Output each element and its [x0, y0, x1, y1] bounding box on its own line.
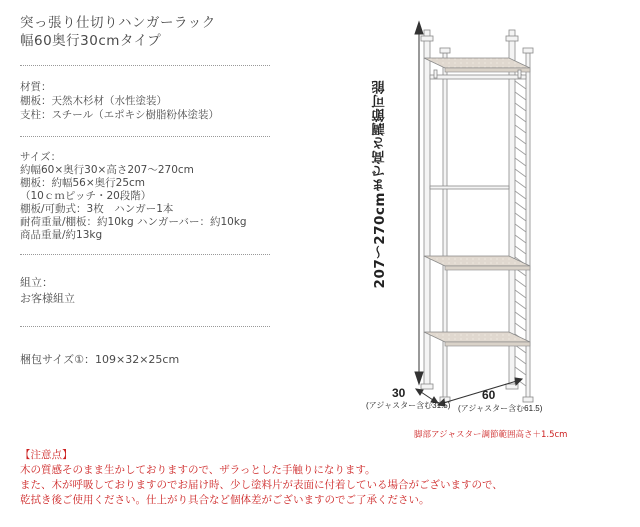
ladder-rung [515, 323, 526, 331]
ladder-rung [515, 125, 526, 133]
notes-line: また、木が呼吸しておりますのでお届け時、少し塗料片が表面に付着している場合がございますので、 [20, 479, 503, 491]
ladder-rung [515, 81, 526, 89]
notes-line: 木の質感そのまま生かしておりますので、ザラっとした手触りになります。 [20, 464, 376, 476]
height-arrow [415, 22, 423, 384]
adjuster-note: 脚部アジャスター調節範囲高さ＋1.5cm [414, 430, 568, 440]
ladder-rung [515, 246, 526, 254]
ladder-rung [515, 312, 526, 320]
notes-section [20, 448, 630, 508]
depth-value: 30 [392, 386, 406, 400]
depth-note: (アジャスター含む31.5) [366, 401, 451, 410]
ladder-rung [515, 169, 526, 177]
assembly-value: お客様組立 [20, 292, 75, 305]
ladder-rung [515, 103, 526, 111]
ladder-rung [515, 367, 526, 375]
assembly-section [20, 275, 295, 307]
ladder-rung [515, 224, 526, 232]
size-section [20, 151, 295, 242]
package-size: 梱包サイズ①：109×32×25cm [20, 353, 180, 366]
material-heading: 材質： [20, 81, 52, 93]
ladder-rung [515, 158, 526, 166]
height-label-wrap [370, 80, 400, 330]
ladder-rung [515, 213, 526, 221]
shelf-middle [424, 256, 530, 270]
shelf-bottom [424, 332, 530, 346]
ladder-rung [515, 92, 526, 100]
height-label: 207〜270cmまで高さ調節可能 [372, 80, 388, 289]
size-line: 棚板：約幅56×奥行25cm [20, 177, 146, 189]
middle-bar [430, 186, 509, 189]
ladder-rung [515, 114, 526, 122]
assembly-heading: 組立： [20, 276, 53, 289]
width-note: (アジャスター含む61.5) [458, 404, 543, 413]
size-heading: サイズ： [20, 151, 62, 163]
size-line: 棚板/可動式：3枚 ハンガー1本 [20, 203, 174, 215]
notes-heading: 【注意点】 [20, 449, 73, 461]
ladder-rung [515, 356, 526, 364]
size-line: 耐荷重量/棚板：約10kg ハンガーバー：約10kg [20, 216, 247, 228]
material-section [20, 80, 295, 122]
shelf-top [424, 58, 530, 72]
ladder-rung [515, 180, 526, 188]
ladder-rung [515, 235, 526, 243]
ladder-rung [515, 136, 526, 144]
material-support: 支柱：スチール（エポキシ樹脂粉体塗装） [20, 109, 219, 121]
width-value: 60 [482, 388, 496, 402]
ladder-rung [515, 147, 526, 155]
title-line-1: 突っ張り仕切りハンガーラック [20, 15, 216, 31]
title-line-2: 幅60奥行30cmタイプ [20, 33, 162, 49]
size-line: 約幅60×奥行30×高さ207〜270cm [20, 164, 194, 176]
size-line: （10ｃｍピッチ・20段階） [20, 190, 152, 202]
ladder-rung [515, 301, 526, 309]
spec-column [20, 14, 295, 368]
product-title [20, 14, 295, 50]
material-shelf: 棚板：天然木杉材（水性塗装） [20, 95, 167, 107]
ladder-rung [515, 202, 526, 210]
size-line: 商品重量/約13kg [20, 229, 103, 241]
ladder-rung [515, 279, 526, 287]
ladder-rung [515, 191, 526, 199]
notes-line: 乾拭き後ご使用ください。仕上がり具合など個体差がございますのでご了承ください。 [20, 494, 430, 506]
ladder-rung [515, 290, 526, 298]
rack-diagram [360, 8, 640, 448]
